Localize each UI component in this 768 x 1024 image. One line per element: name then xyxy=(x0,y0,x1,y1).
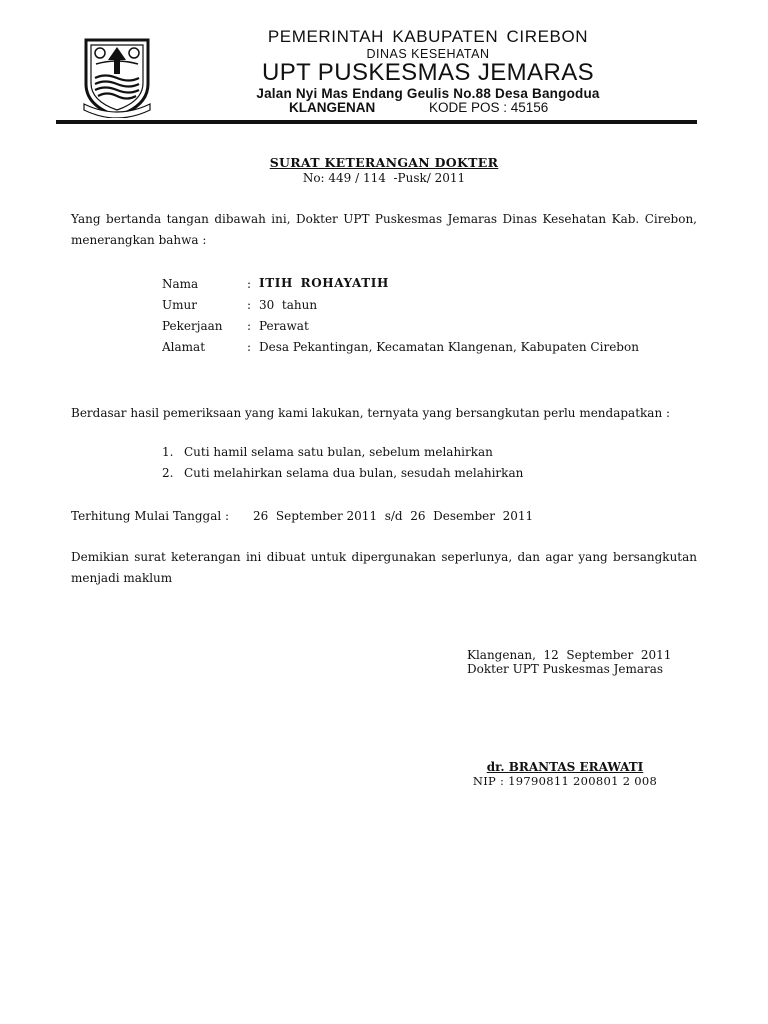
letterhead-institution: UPT PUSKESMAS JEMARAS xyxy=(261,59,595,86)
list-item-number: 1. xyxy=(162,445,174,459)
document-number-text: No: 449 / 114 -Pusk/ 2011 xyxy=(302,171,466,185)
letterhead-government: PEMERINTAH KABUPATEN CIREBON xyxy=(267,27,589,46)
signatory-nip: NIP : 19790811 200801 2 008 xyxy=(472,774,658,788)
identity-value-address: Desa Pekantingan, Kecamatan Klangenan, Kabupaten Cirebon xyxy=(259,340,639,354)
intro-paragraph: Yang bertanda tangan dibawah ini, Dokter UPT Puskesmas Jemaras Dinas Kesehatan Kab. Cirebon, menerangkan bahwa : xyxy=(71,212,697,247)
identity-colon: : xyxy=(247,319,252,333)
list-item-text: Cuti melahirkan selama dua bulan, sesudah melahirkan xyxy=(184,466,524,480)
signature-position: Dokter UPT Puskesmas Jemaras xyxy=(467,662,664,676)
identity-colon: : xyxy=(247,340,252,354)
identity-value-age: 30 tahun xyxy=(259,298,318,312)
letterhead-city-row xyxy=(289,100,548,115)
identity-value-occupation: Perawat xyxy=(259,319,309,333)
regency-seal-logo xyxy=(78,34,156,118)
letterhead-postal-code: KODE POS : 45156 xyxy=(429,100,549,115)
document-number xyxy=(200,171,568,185)
letterhead-address: Jalan Nyi Mas Endang Geulis No.88 Desa Bangodua xyxy=(256,86,600,101)
signatory-name: dr. BRANTAS ERAWATI xyxy=(486,760,644,774)
identity-value-name: ITIH ROHAYATIH xyxy=(259,276,389,290)
closing-paragraph: Demikian surat keterangan ini dibuat untuk dipergunakan seperlunya, dan agar yang bersangkutan menjadi maklum xyxy=(71,550,697,585)
letterhead-department: DINAS KESEHATAN xyxy=(366,47,490,61)
identity-label-age: Umur xyxy=(162,298,197,312)
identity-label-occupation: Pekerjaan xyxy=(162,319,223,333)
list-item-text: Cuti hamil selama satu bulan, sebelum melahirkan xyxy=(184,445,493,459)
identity-colon: : xyxy=(247,298,252,312)
identity-label-name: Nama xyxy=(162,277,199,291)
findings-paragraph: Berdasar hasil pemeriksaan yang kami lakukan, ternyata yang bersangkutan perlu mendapatkan : xyxy=(71,406,671,420)
document-title: SURAT KETERANGAN DOKTER xyxy=(269,155,499,170)
letterhead-city: KLANGENAN xyxy=(289,100,376,115)
period-label: Terhitung Mulai Tanggal : xyxy=(71,509,230,523)
signature-place-date: Klangenan, 12 September 2011 xyxy=(467,648,672,662)
period-value: 26 September 2011 s/d 26 Desember 2011 xyxy=(253,509,534,523)
identity-colon: : xyxy=(247,277,252,291)
list-item xyxy=(162,466,523,480)
list-item-number: 2. xyxy=(162,466,174,480)
identity-label-address: Alamat xyxy=(162,340,206,354)
list-item xyxy=(162,445,493,459)
letterhead-divider xyxy=(56,120,697,124)
